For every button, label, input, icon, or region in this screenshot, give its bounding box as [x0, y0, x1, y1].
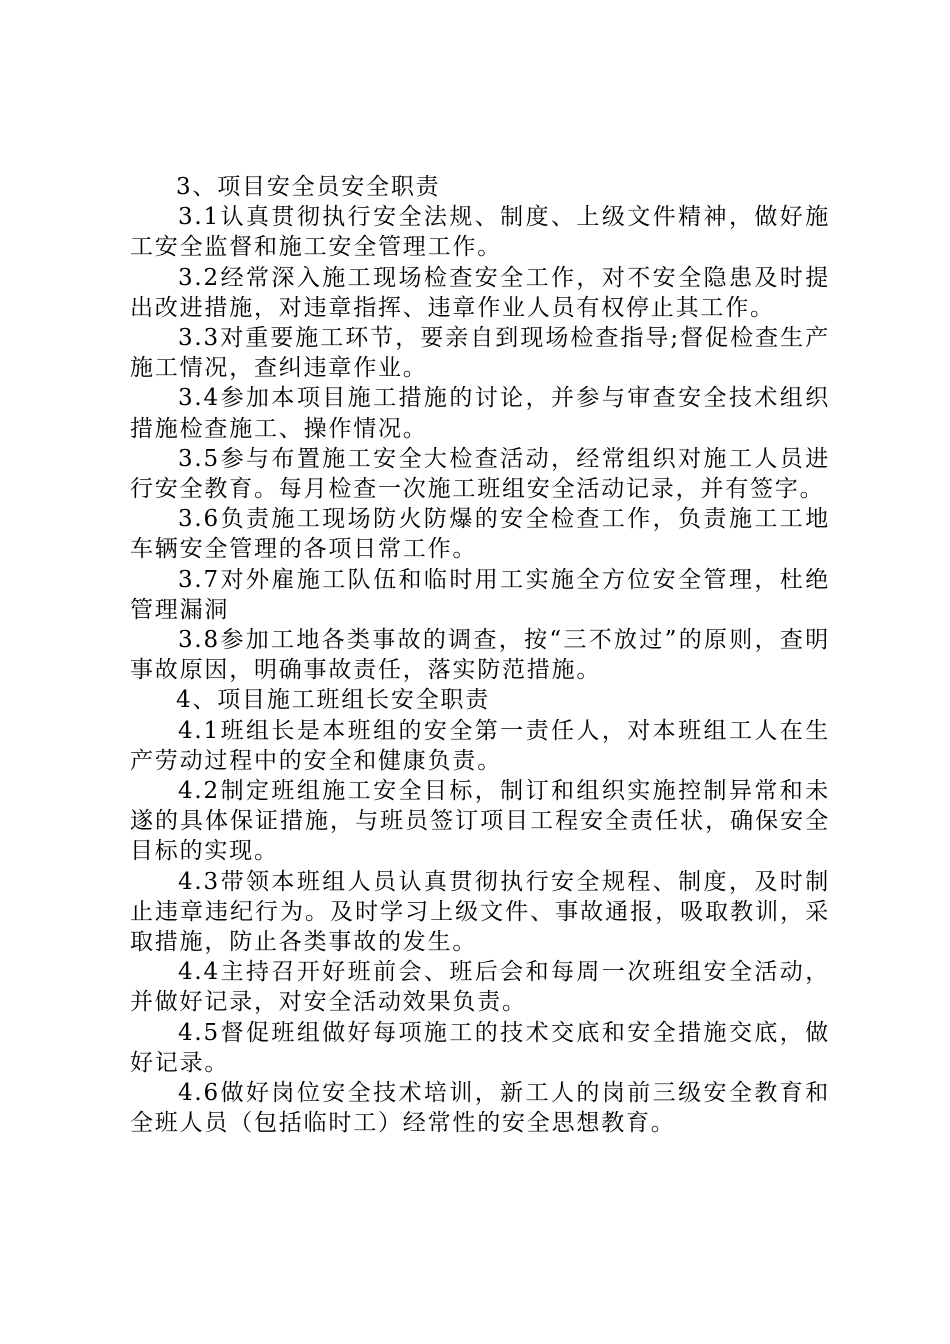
paragraph-4-3: 4.3带领本班组人员认真贯彻执行安全规程、制度，及时制止违章违纪行为。及时学习上级文件、事故通报，吸取教训，采取措施，防止各类事故的发生。 [130, 868, 830, 956]
section-heading-4: 4、项目施工班组长安全职责 [176, 687, 491, 714]
paragraph-3-6: 3.6负责施工现场防火防爆的安全检查工作，负责施工工地车辆安全管理的各项日常工作。 [130, 506, 830, 563]
paragraph-3-3: 3.3对重要施工环节，要亲自到现场检查指导;督促检查生产施工情况，查纠违章作业。 [130, 325, 830, 382]
paragraph-3-7: 3.7对外雇施工队伍和临时用工实施全方位安全管理，杜绝管理漏洞 [130, 566, 830, 623]
paragraph-3-2: 3.2经常深入施工现场检查安全工作，对不安全隐患及时提出改进措施，对违章指挥、违章作业人员有权停止其工作。 [130, 264, 830, 321]
paragraph-3-4: 3.4参加本项目施工措施的讨论，并参与审查安全技术组织措施检查施工、操作情况。 [130, 385, 830, 442]
document-body [130, 172, 830, 1139]
paragraph-3-8: 3.8参加工地各类事故的调查，按“三不放过”的原则，查明事故原因，明确事故责任，落实防范措施。 [130, 627, 830, 684]
paragraph-3-1: 3.1认真贯彻执行安全法规、制度、上级文件精神，做好施工安全监督和施工安全管理工作。 [130, 204, 830, 261]
paragraph-4-2: 4.2制定班组施工安全目标，制订和组织实施控制异常和未遂的具体保证措施，与班员签订项目工程安全责任状，确保安全目标的实现。 [130, 778, 830, 865]
paragraph-4-4: 4.4主持召开好班前会、班后会和每周一次班组安全活动，并做好记录，对安全活动效果负责。 [130, 959, 830, 1016]
section-heading-3: 3、项目安全员安全职责 [176, 174, 441, 200]
paragraph-4-5: 4.5督促班组做好每项施工的技术交底和安全措施交底，做好记录。 [130, 1019, 830, 1076]
paragraph-4-6: 4.6做好岗位安全技术培训，新工人的岗前三级安全教育和全班人员（包括临时工）经常性的安全思想教育。 [130, 1080, 830, 1137]
paragraph-4-1: 4.1班组长是本班组的安全第一责任人，对本班组工人在生产劳动过程中的安全和健康负责。 [130, 717, 830, 774]
paragraph-3-5: 3.5参与布置施工安全大检查活动，经常组织对施工人员进行安全教育。每月检查一次施工班组安全活动记录，并有签字。 [130, 445, 830, 503]
